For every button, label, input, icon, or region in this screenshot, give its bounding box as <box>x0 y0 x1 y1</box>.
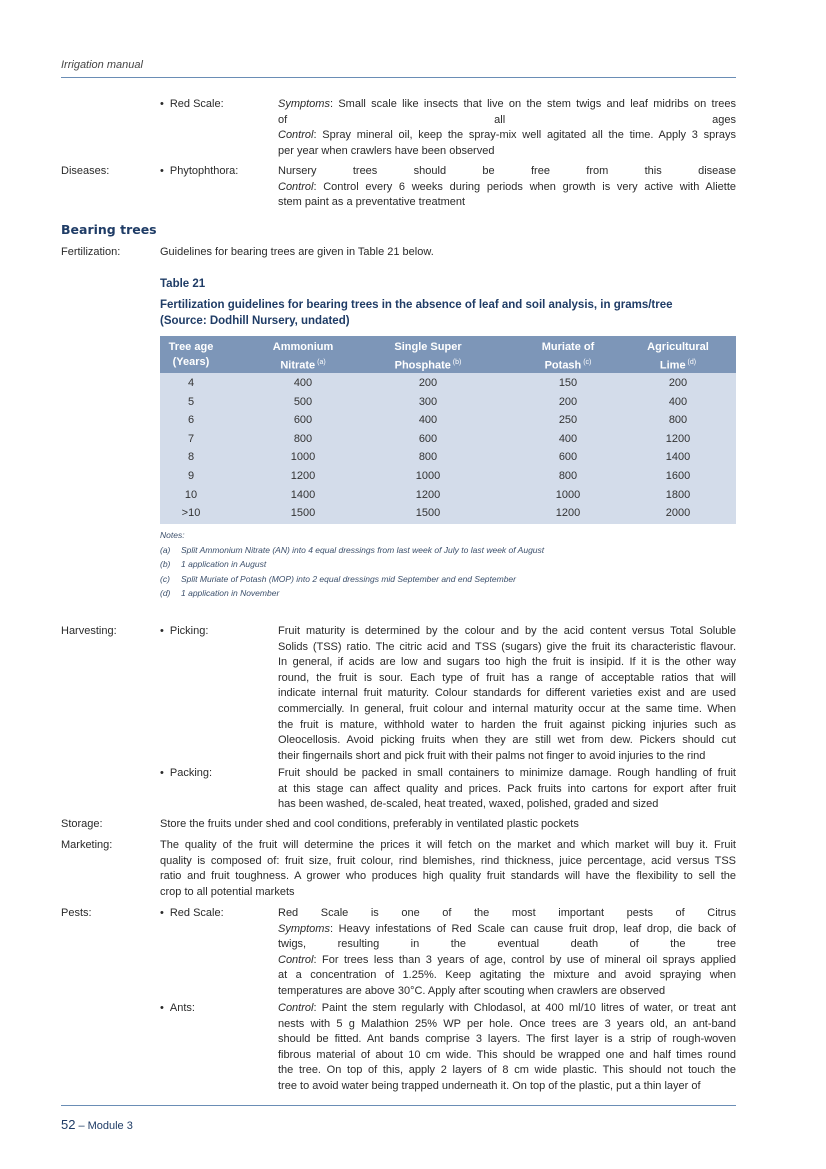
text-line: the fruit is mature, withhold water to harden the fruit against picking injuries such as <box>278 718 736 731</box>
table-cell: 1200 <box>415 488 441 501</box>
text-line: Control: Paint the stem regularly with Chlodasol, at 400 ml/10 litres of water, or treat ant <box>278 1002 736 1014</box>
harvesting-label: Harvesting: <box>61 625 117 637</box>
table-cell: 10 <box>184 488 198 501</box>
picking-description <box>278 624 736 764</box>
table-cell: 6 <box>187 414 195 427</box>
text-line: Nursery trees should be free from this disease <box>278 165 736 177</box>
table-cell: 1500 <box>290 507 316 520</box>
table-cell: 800 <box>668 414 688 427</box>
table-caption: Fertilization guidelines for bearing trees in the absence of leaf and soil analysis, in grams/tree (Source: Dodhill Nursery, undated) <box>160 299 673 327</box>
table-cell: 500 <box>293 395 313 408</box>
table-cell: 150 <box>558 377 578 389</box>
table-cell: 1200 <box>665 432 691 445</box>
harvesting-packing <box>61 766 736 814</box>
marketing-text <box>160 838 736 900</box>
footer-rule <box>61 1105 736 1106</box>
notes-title: Notes: <box>160 530 185 540</box>
table-cell: 1000 <box>415 470 441 482</box>
text-line: should be fitted. Ant bands comprise 3 layers. The first layer is a strip of rough-woven <box>278 1033 736 1046</box>
text-line: the tree. On top of this, apply 2 layers of 8 cm wide plastic. This should not touch the <box>278 1064 736 1077</box>
text-line: stem paint as a preventative treatment <box>278 196 466 209</box>
text-line: Control: Control every 6 weeks during periods when growth is very active with Aliette <box>278 180 736 193</box>
table-cell: 4 <box>187 377 195 389</box>
table-cell: 600 <box>558 451 578 464</box>
red-scale-pest-description <box>278 906 736 1000</box>
text-line: temperatures are above 30°C. Apply after scouting when crawlers are observed <box>278 984 666 997</box>
page-number: 52 <box>61 1117 76 1132</box>
diseases-label: Diseases: <box>61 165 110 177</box>
pest-red-scale-nursery <box>61 97 736 161</box>
fertilization-section <box>61 245 736 261</box>
text-line: tree to avoid water being trapped underneath it. On top of the plastic, put a thin layer of <box>278 1079 701 1092</box>
bullet-item: • Ants: <box>160 1002 195 1014</box>
text-line: crop to all potential markets <box>160 885 295 898</box>
text-line: quality is composed of: fruit size, fruit colour, rind blemishes, rind thickness, juice percentage, acid versus TSS <box>160 854 736 867</box>
table-cell: 250 <box>558 414 578 427</box>
table-body <box>160 373 736 524</box>
table-cell: 1000 <box>290 451 316 464</box>
text-line: The quality of the fruit will determine the prices it will fetch on the market and which market will buy it. Fruit <box>160 839 736 851</box>
table-cell: 400 <box>418 414 438 427</box>
text-line: indicate internal fruit maturity. Colour standards for different varieties exist and are used <box>278 687 736 700</box>
harvesting-picking <box>61 624 736 766</box>
table-cell: 8 <box>187 451 195 464</box>
bullet-item: • Red Scale: <box>160 98 224 110</box>
fertilization-text: Guidelines for bearing trees are given in Table 21 below. <box>160 246 434 258</box>
text-line: ratio and fruit toughness. A grower who produces high quality fruit standards will have the flexibility to sell the <box>160 870 736 883</box>
table-cell: 800 <box>293 432 313 445</box>
note-item: (b) 1 application in August <box>160 559 267 570</box>
marketing-section <box>61 838 736 902</box>
text-line: has been washed, de-scaled, heat treated, waxed, polished, graded and sized <box>278 798 659 811</box>
running-header: Irrigation manual <box>61 59 143 71</box>
table-cell: 200 <box>558 395 578 408</box>
table-cell: 800 <box>418 451 438 464</box>
note-item: (c) Split Muriate of Potash (MOP) into 2 equal dressings mid September and end September <box>160 573 516 584</box>
table-notes <box>160 528 736 601</box>
text-line: In general, if acids are low and sugars too high the fruit is insipid. If it is the other way <box>278 656 736 669</box>
phytophthora-description <box>278 164 736 211</box>
table-cell: 1200 <box>290 470 316 482</box>
text-line: twigs, resulting in the eventual death of the tree <box>278 938 736 951</box>
bullet-item: • Picking: <box>160 625 209 637</box>
storage-text: Store the fruits under shed and cool conditions, preferably in ventilated plastic pockets <box>160 818 579 830</box>
text-line: Symptoms: Small scale like insects that live on the stem twigs and leaf midribs on trees <box>278 98 736 110</box>
fertilization-label: Fertilization: <box>61 246 121 258</box>
storage-label: Storage: <box>61 818 103 830</box>
section-heading-bearing-trees: Bearing trees <box>61 222 157 237</box>
table-cell: 1800 <box>665 488 691 501</box>
text-line: nests with 5 g Malathion 25% WP per hole. Once trees are 3 years old, an ant-band <box>278 1017 736 1030</box>
text-line: round, the fruit is sour. Each type of fruit has a range of acceptable ratios that will <box>278 671 736 684</box>
table-cell: 1400 <box>290 488 316 501</box>
text-line: Fruit maturity is determined by the colour and by the acid content versus Total Soluble <box>278 625 736 637</box>
table-cell: 1000 <box>555 488 581 501</box>
table-cell: 200 <box>668 377 688 389</box>
table-header-cell: Agricultural Lime $^{(d)}$ <box>647 341 709 372</box>
diseases-section <box>61 164 736 212</box>
table-header-row <box>160 336 736 373</box>
table-label: Table 21 <box>160 278 206 290</box>
table-cell: 600 <box>293 414 313 427</box>
table-header-cell: Tree age (Years) <box>168 341 214 368</box>
text-line: Fruit should be packed in small containers to minimize damage. Rough handling of fruit <box>278 767 736 779</box>
table-cell: 400 <box>668 395 688 408</box>
table-cell: 1200 <box>555 507 581 520</box>
note-item: (d) 1 application in November <box>160 588 280 599</box>
pests-red-scale <box>61 906 736 1000</box>
marketing-label: Marketing: <box>61 839 113 851</box>
header-rule <box>61 77 736 78</box>
text-line: commercially. In general, fruit colour and internal maturity occur at the same time. When <box>278 702 736 715</box>
table-cell: 5 <box>187 395 195 408</box>
table-cell: 600 <box>418 432 438 445</box>
table-cell: 400 <box>293 377 313 389</box>
table-cell: 9 <box>187 470 195 482</box>
bullet-item: • Phytophthora: <box>160 165 239 177</box>
table-header-cell: Single Super Phosphate $^{(b)}$ <box>394 341 462 372</box>
pests-label: Pests: <box>61 907 92 919</box>
text-line: fibrous material of about 10 cm wide. This should be wrapped one and half times round <box>278 1048 736 1061</box>
table-cell: 800 <box>558 470 578 482</box>
table-cell: 1500 <box>415 507 441 520</box>
text-line: at this stage can affect quality and prices. Pack fruits into cartons for export after fruit <box>278 782 736 795</box>
text-line: Oleocellosis. Avoid picking fruits when they are still wet from dew. Pickers should cut <box>278 734 736 747</box>
pests-ants <box>61 1001 736 1095</box>
table-cell: 2000 <box>665 507 691 520</box>
table-header-cell: Ammonium Nitrate $^{(a)}$ <box>272 341 334 372</box>
page-footer: 52 – Module 3 <box>61 1117 133 1132</box>
table-cell: 1600 <box>665 470 691 482</box>
red-scale-description <box>278 97 736 159</box>
text-line: per year when crawlers have been observed <box>278 144 495 157</box>
text-line: Control: For trees less than 3 years of age, control by use of mineral oil sprays applied <box>278 953 736 966</box>
table-cell: 300 <box>418 395 438 408</box>
text-line: Control: Spray mineral oil, keep the spray-mix well agitated all the time. Apply 3 sprays <box>278 129 736 142</box>
table-cell: 200 <box>418 377 438 389</box>
storage-section <box>61 817 736 833</box>
table-cell: 7 <box>187 432 195 445</box>
module-label: Module 3 <box>87 1120 133 1132</box>
table-cell: 400 <box>558 432 578 445</box>
ants-description <box>278 1001 736 1095</box>
text-line: Symptoms: Heavy infestations of Red Scale can cause fruit drop, leaf drop, die back of <box>278 922 736 935</box>
text-line: Red Scale is one of the most important pests of Citrus <box>278 907 736 919</box>
text-line: at a concentration of 1.25%. Keep agitating the mixture and avoid spraying when <box>278 969 736 982</box>
bullet-item: • Packing: <box>160 767 213 779</box>
table-cell: >10 <box>181 507 201 520</box>
text-line: of all ages <box>278 113 736 126</box>
text-line: Solids (TSS) ratio. The citric acid and TSS (sugars) give the fruit its characteristic flavour. <box>278 640 736 653</box>
packing-description <box>278 766 736 813</box>
text-line: their fingernails short and pick fruit with their palms not finger to avoid injuries to the rind <box>278 749 706 762</box>
table-header-cell: Muriate of Potash $^{(c)}$ <box>541 341 595 372</box>
bullet-item: • Red Scale: <box>160 907 224 919</box>
table-cell: 1400 <box>665 451 691 464</box>
note-item: (a) Split Ammonium Nitrate (AN) into 4 equal dressings from last week of July to last week of August <box>160 544 545 555</box>
